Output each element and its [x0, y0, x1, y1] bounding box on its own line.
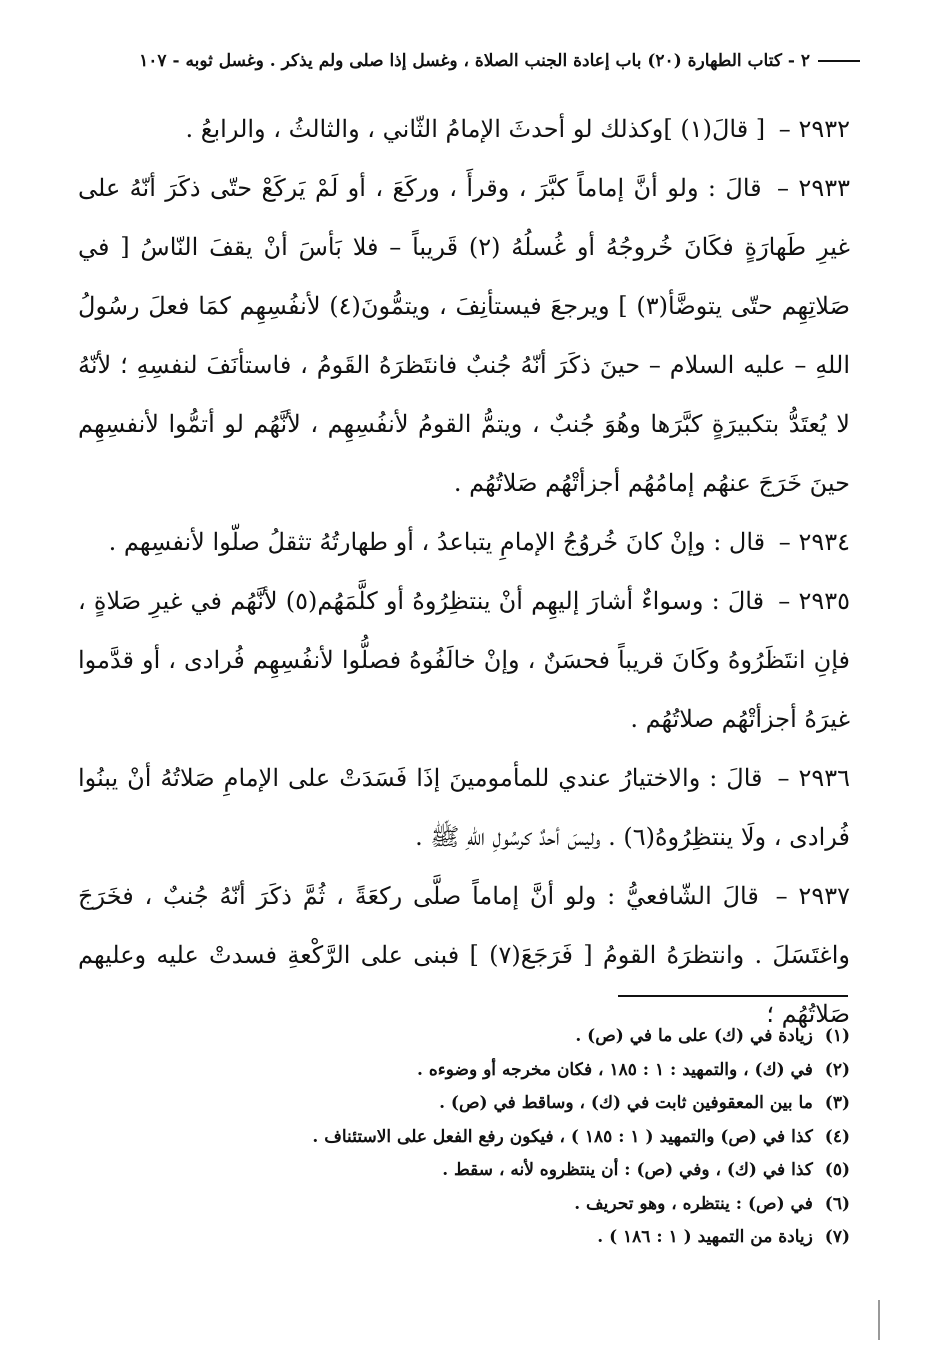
footnote-number: (٢) — [824, 1059, 850, 1080]
paragraph-text: [ قالَ(١) ]وكذلك لو أحدثَ الإمامُ الثّاني ، والثالثُ ، والرابعُ . — [185, 115, 766, 143]
footnote-text: كذا في (ص) والتمهيد ( ١ : ١٨٥ ) ، فيكون رفع الفعل على الاستئناف . — [312, 1126, 813, 1147]
paragraph-2934 — [78, 513, 850, 572]
footnote-text: زيادة في (ك) على ما في (ص) . — [575, 1026, 813, 1046]
footnote-text: زيادة من التمهيد ( ١ : ١٨٦ ) . — [597, 1227, 813, 1247]
footnote-number: (١) — [824, 1026, 850, 1046]
paragraph-number: ٢٩٣٦ – — [777, 764, 850, 792]
running-head — [80, 46, 860, 76]
footnote-7 — [200, 1221, 850, 1255]
paragraph-2933 — [78, 159, 850, 513]
paragraph-text: قالَ : والاختيارُ عندي للمأمومينَ إذَا فَسَدَتْ على الإمامِ صَلاتُهُ أنْ يبنُوا فُرادى ، ولَا ينتظِرُوهُ(٦) . وليسَ أحدٌ كرسُولِ اللهِ ﷺ . — [78, 764, 850, 851]
paragraph-2932 — [78, 100, 850, 159]
paragraph-2936 — [78, 749, 850, 867]
footnote-number: (٣) — [824, 1093, 850, 1113]
scan-edge-mark — [878, 1300, 880, 1340]
footnote-5 — [200, 1154, 850, 1188]
paragraph-number: ٢٩٣٣ – — [777, 174, 850, 202]
paragraph-text: قالَ : وسواءٌ أشارَ إليهِم أنْ ينتظِرُوهُ أو كلَّمَهُم(٥) لأنَّهُم في غيرِ صَلاةٍ ، فإنِ انتَظَرُوهُ وكَانَ قريباً فحسَنٌ ، وإنْ خالَفُوهُ فصلُّوا لأنفُسِهِم فُرادى ، أو قدَّموا غيرَهُ أجزأتْهُم صلاتُهُم . — [78, 587, 850, 733]
paragraph-2937 — [78, 867, 850, 1044]
paragraph-number: ٢٩٣٤ – — [778, 528, 850, 556]
paragraph-number: ٢٩٣٢ – — [778, 115, 850, 143]
footnote-6 — [200, 1188, 850, 1222]
footnote-separator — [618, 995, 848, 997]
footnote-3 — [200, 1087, 850, 1121]
footnote-number: (٦) — [824, 1193, 850, 1214]
paragraph-text: قال : وإنْ كانَ خُروُجُ الإمامِ يتباعدُ ، أو طهارتُهُ تثقلُ صلّوا لأنفسِهم . — [108, 528, 766, 556]
paragraph-number: ٢٩٣٧ – — [775, 882, 850, 910]
footnote-number: (٥) — [824, 1160, 850, 1180]
footnote-text: في (ك) ، والتمهيد : ١ : ١٨٥ ، فكان مخرجه أو وضوءه . — [417, 1059, 813, 1080]
footnote-number: (٤) — [824, 1126, 850, 1147]
footnote-2 — [200, 1054, 850, 1088]
footnote-text: ما بين المعقوفين ثابت في (ك) ، وساقط في (ص) . — [439, 1093, 813, 1113]
paragraph-text: قالَ الشّافعيُّ : ولو أنَّ إماماً صلَّى ركعَةً ، ثُمَّ ذكَرَ أنّهُ جُنبٌ ، فخَرَجَ واغتَسَلَ . وانتظرَهُ القومُ [ فَرَجَعَ(٧) ] فبنى على الرَّكْعةِ فسدتْ عليه وعليهم صَلاتُهُم ؛ — [78, 882, 850, 1028]
footnote-text: في (ص) : ينتظره ، وهو تحريف . — [574, 1193, 813, 1214]
paragraph-text: قالَ : ولو أنَّ إماماً كبَّرَ ، وقرأَ ، وركَعَ ، أو لَمْ يَركَعْ حتّى ذكَرَ أنّهُ على غيرِ طَهارَةٍ فكَانَ خُروجُهُ أو غُسلُهُ (٢) قَريباً – فلا بَأسَ أنْ يقفَ النّاسُ [ في صَلاتِهِم حتّى يتوضَّأ(٣) ] ويرجعَ فيستأنِفَ ، ويتمُّونَ(٤) لأنفُسِهِم كمَا فعلَ رسُولُ اللهِ – عليه السلام – حينَ ذكَرَ أنّهُ جُنبٌ فانتَظرَهُ القَومُ ، فاستأنَفَ لنفسِهِ ؛ لأنّهُ لا يُعتَدُّ بتكبيرَةٍ كبَّرَها وهُوَ جُنبٌ ، ويتمُّ القومُ لأنفُسِهِم ، لأنَّهُم لو أتمُّوا لأنفسِهِم حينَ خَرَجَ عنهُم إمامُهُم أجزأتْهُم صَلاتُهُم . — [78, 174, 850, 497]
running-head-text: ٢ - كتاب الطهارة (٢٠) باب إعادة الجنب الصلاة ، وغسل إذا صلى ولم يذكر . وغسل ثوبه - ١٠٧ — [139, 51, 810, 71]
footnote-1 — [200, 1020, 850, 1054]
main-text — [78, 100, 850, 1044]
footnote-4 — [200, 1121, 850, 1155]
footnote-number: (٧) — [824, 1227, 850, 1247]
footnote-text: كذا في (ك) ، وفي (ص) : أن ينتظروه لأنه ، سقط . — [442, 1160, 813, 1180]
header-rule — [818, 60, 860, 62]
paragraph-number: ٢٩٣٥ – — [778, 587, 850, 615]
paragraph-2935 — [78, 572, 850, 749]
footnotes — [200, 1020, 850, 1255]
